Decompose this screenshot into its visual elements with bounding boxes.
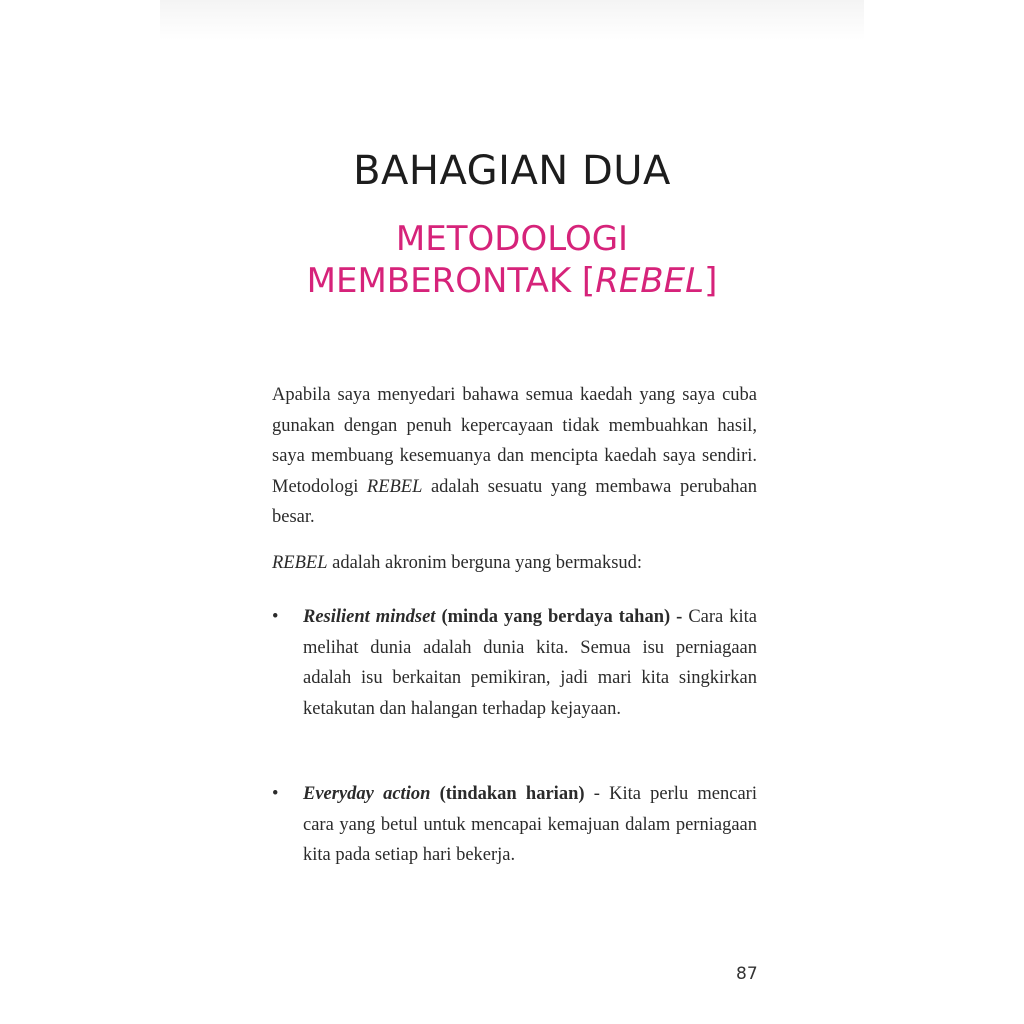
title-line-2-italic: REBEL <box>595 261 705 301</box>
title-line-2-suffix: ] <box>704 261 718 301</box>
bullet-term-italic: Resilient mindset <box>303 607 436 627</box>
bullet-item-everyday-action <box>272 779 757 871</box>
bullet-term-italic: Everyday action <box>303 784 431 804</box>
title-line-2-prefix: MEMBERONTAK [ <box>306 261 596 301</box>
paragraph-intro-italic: REBEL <box>366 476 423 497</box>
page-top-edge <box>160 0 864 40</box>
paragraph-intro-text-before: Apabila saya menyedari bahawa semua kaedah yang saya cuba gunakan dengan penuh kepercayaan tidak membuahkan hasil, saya membuang kesemuanya dan mencipta kaedah saya sendiri. Metodologi <box>272 385 757 497</box>
title-line-1: METODOLOGI <box>395 219 629 259</box>
bullet-term-bold: (tindakan harian) <box>430 784 585 804</box>
bullet-content <box>303 779 757 871</box>
page-number: 87 <box>736 964 758 984</box>
part-label: BAHAGIAN DUA <box>353 148 671 194</box>
bullet-item-resilient-mindset <box>272 602 757 724</box>
title-line-2 <box>0 260 1024 302</box>
paragraph-acronym <box>272 548 757 579</box>
bullet-text: Cara kita melihat dunia adalah dunia kita. Semua isu perniagaan adalah isu berkaitan pemikiran, jadi mari kita singkirkan ketakutan dan halangan terhadap kejayaan. <box>303 607 757 719</box>
bullet-term-bold: (minda yang berdaya tahan) - <box>435 607 683 627</box>
bullet-text: - Kita perlu mencari cara yang betul untuk mencapai kemajuan dalam perniagaan kita pada setiap hari bekerja. <box>303 784 757 865</box>
paragraph-intro <box>272 380 757 533</box>
bullet-marker: • <box>272 784 279 804</box>
bullet-content <box>303 602 757 724</box>
paragraph-acronym-italic: REBEL <box>272 553 328 573</box>
bullet-marker: • <box>272 607 279 627</box>
chapter-title <box>0 218 1024 302</box>
paragraph-acronym-text: adalah akronim berguna yang bermaksud: <box>327 553 643 573</box>
paragraph-intro-text-after: adalah sesuatu yang membawa perubahan besar. <box>272 476 757 527</box>
